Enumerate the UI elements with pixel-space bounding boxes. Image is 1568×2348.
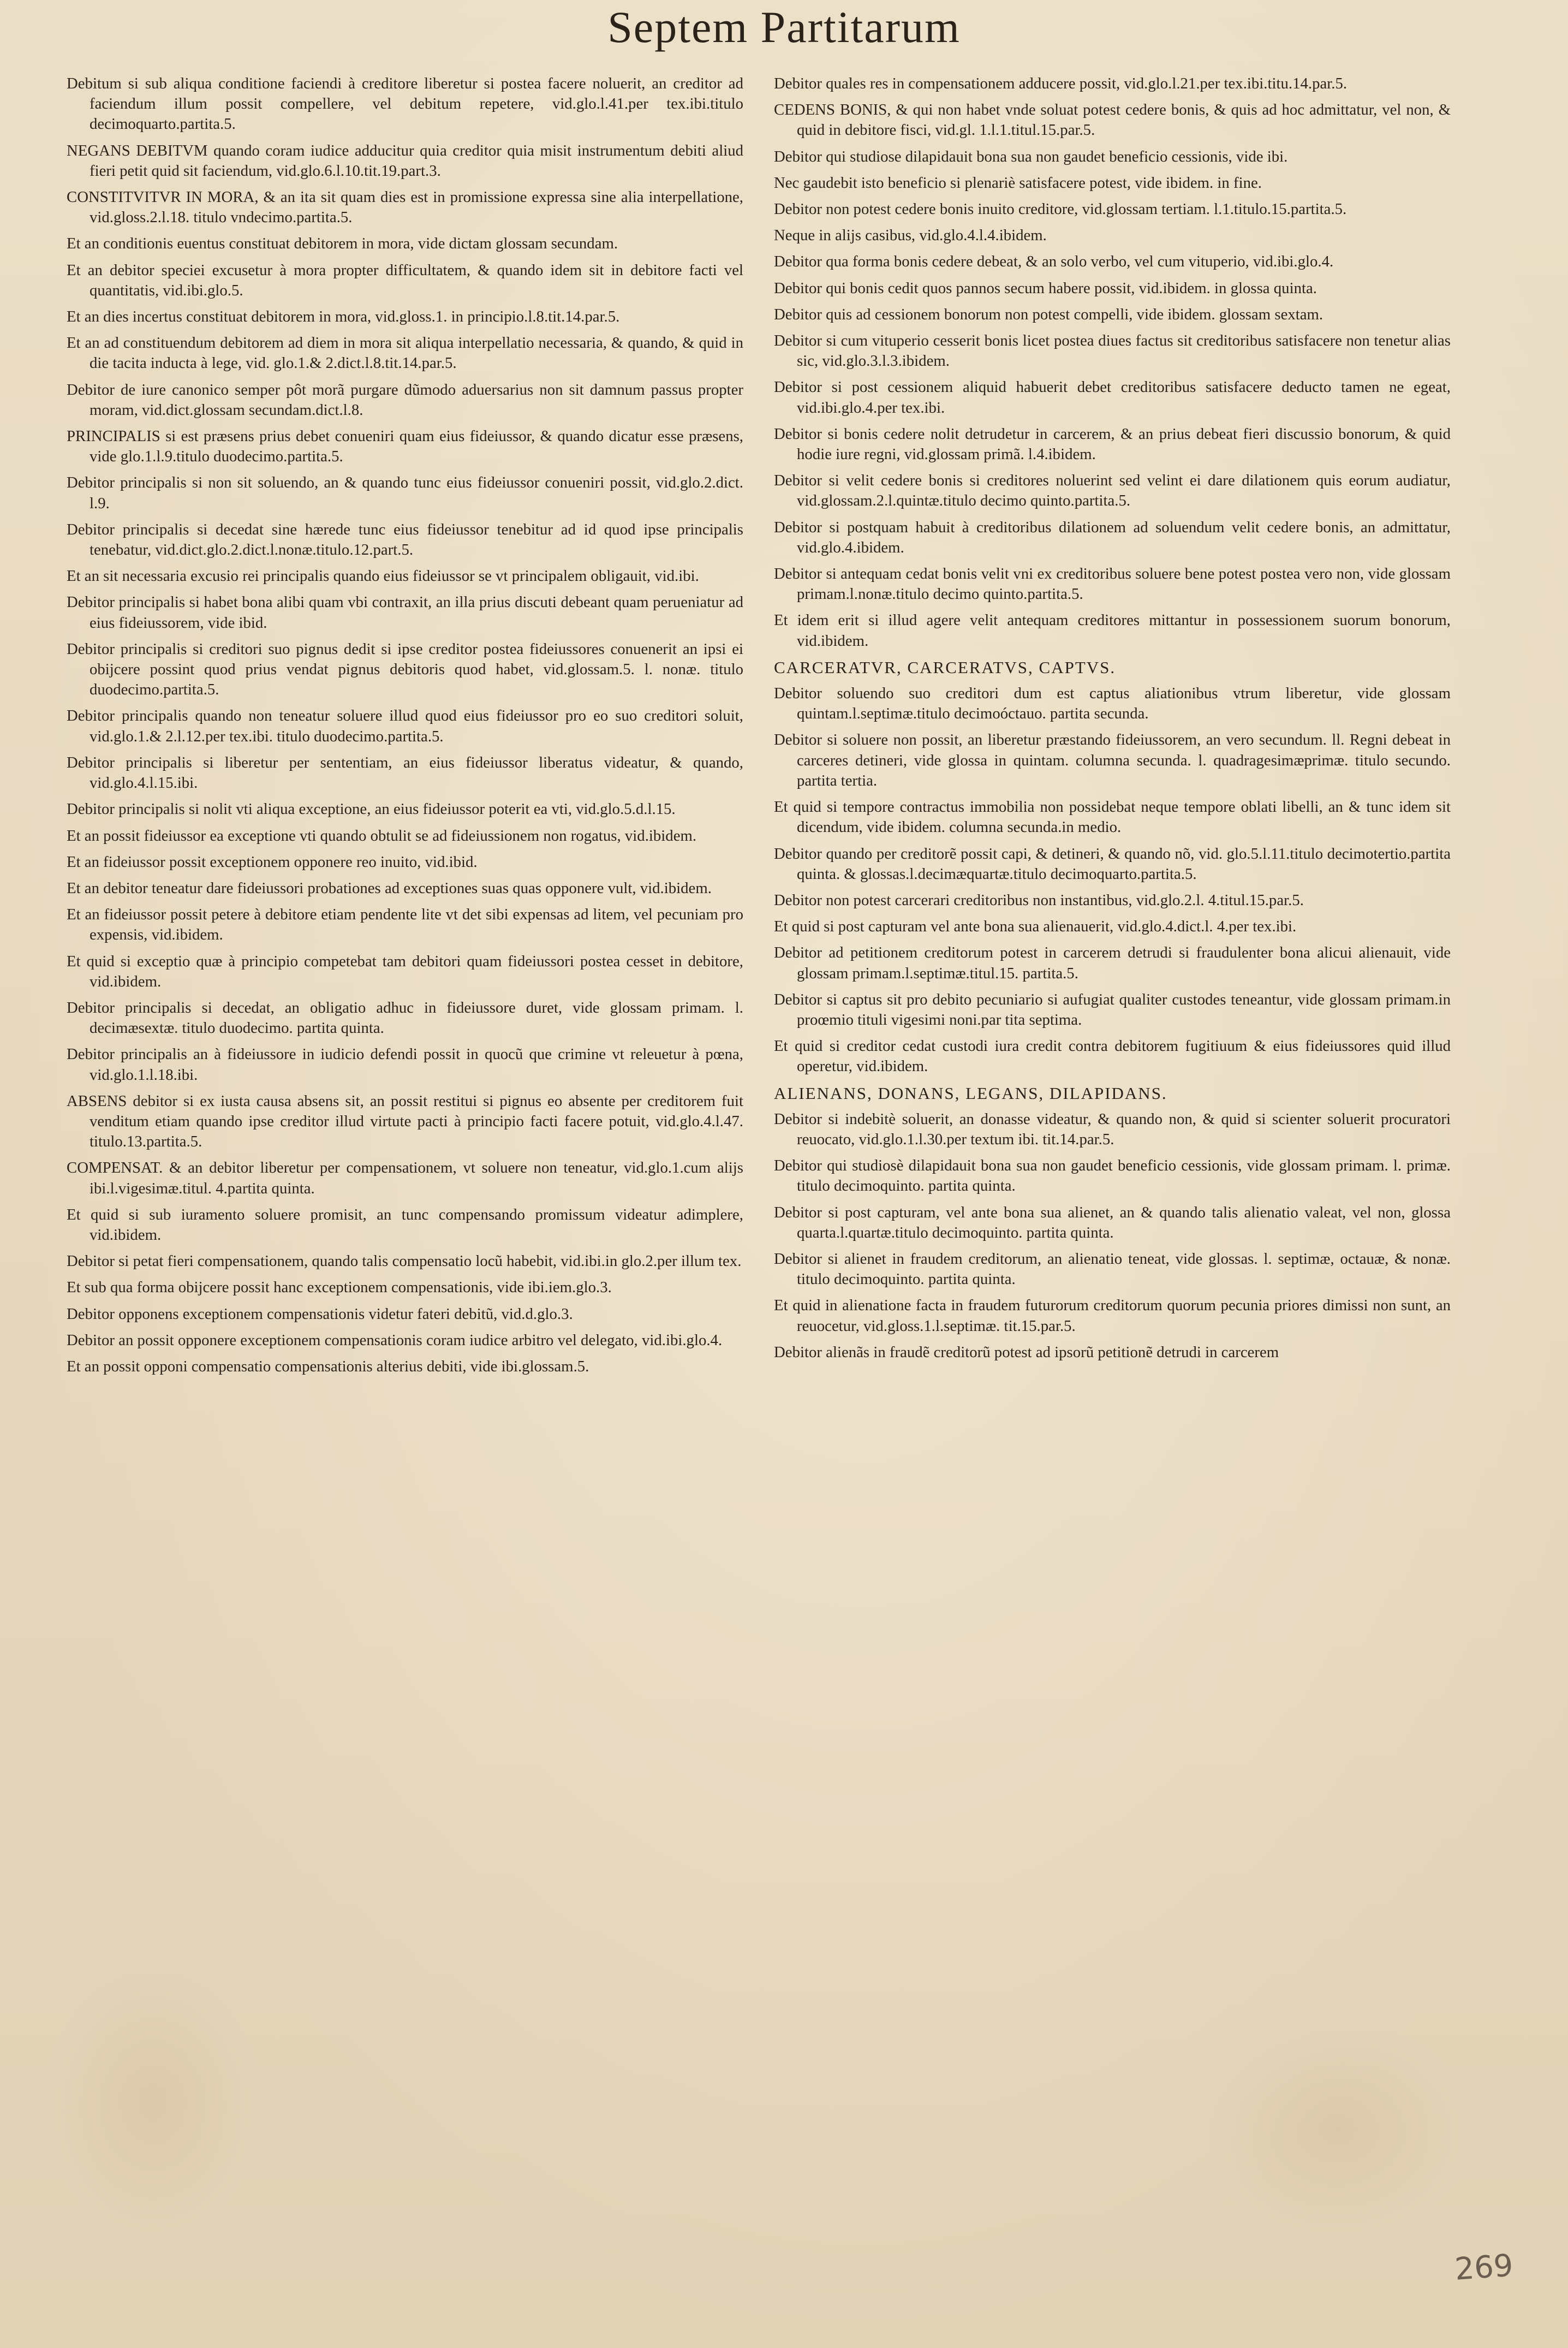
index-entry: Debitor soluendo suo creditori dum est captus aliationibus vtrum liberetur, vide glossam quintam.l.septimæ.titulo decimoóctauo. partita secunda. (774, 685, 1451, 723)
index-entry: Debitor an possit opponere exceptionem compensationis coram iudice arbitro vel delegato, vid.ibi.glo.4. (67, 1331, 723, 1349)
index-entry: Debitor principalis si decedat sine hærede tunc eius fideiussor tenebitur ad id quod ipse principalis tenebatur, vid.dict.glo.2.dict.l.nonæ.titulo.12.part.5. (67, 520, 743, 559)
index-entry: Debitor opponens exceptionem compensationis videtur fateri debitũ, vid.d.glo.3. (67, 1305, 573, 1323)
index-entry: Et an debitor speciei excusetur à mora propter difficultatem, & quando idem sit in debitore facti vel quantitatis, vid.ibi.glo.5. (67, 261, 743, 299)
index-entry: Et an conditionis euentus constituat debitorem in mora, vide dictam glossam secundam. (67, 235, 618, 253)
right-column (774, 74, 1451, 2186)
section-heading: CARCERATVR, CARCERATVS, CAPTVS. (774, 657, 1116, 677)
index-entry: Debitor ad petitionem creditorum potest in carcerem detrudi si fraudulenter bona alicui alienauit, vide glossam primam.l.septimæ.titul.15. partita.5. (774, 944, 1451, 982)
left-column (67, 74, 743, 2186)
index-entry: NEGANS DEBITVM quando coram iudice adducitur quia creditor quia misit instrumentum debiti aliud fieri petit quid sit faciendum, vid.glo.6.l.10.tit.19.part.3. (67, 141, 743, 180)
index-entry: Et an sit necessaria excusio rei principalis quando eius fideiussor se vt principalem obligauit, vid.ibi. (67, 567, 699, 585)
index-entry: Debitor principalis si habet bona alibi quam vbi contraxit, an illa prius discuti debeant quam perueniatur ad eius fideiussorem, vide ibid. (67, 593, 743, 632)
index-entry: Debitor si antequam cedat bonis velit vni ex creditoribus soluere bene potest postea vero non, vide glossam primam.l.nonæ.titulo decimo quinto.partita.5. (774, 565, 1451, 603)
index-entry: Debitor si petat fieri compensationem, quando talis compensatio locũ habebit, vid.ibi.in glo.2.per illum tex. (67, 1252, 742, 1270)
index-entry: Debitor principalis si non sit soluendo, an & quando tunc eius fideiussor conueniri possit, vid.glo.2.dict. l.9. (67, 474, 743, 512)
index-entry: Debitor quis ad cessionem bonorum non potest compelli, vide ibidem. glossam sextam. (774, 305, 1323, 323)
index-entry: Debitor qui studiose dilapidauit bona sua non gaudet beneficio cessionis, vide ibi. (774, 147, 1288, 165)
index-entry: Et sub qua forma obijcere possit hanc exceptionem compensationis, vide ibi.iem.glo.3. (67, 1279, 612, 1297)
index-entry: Debitor si post capturam, vel ante bona sua alienet, an & quando talis alienatio valeat, vel non, glossa quarta.l.quartæ.titulo decimoquinto. partita quinta. (774, 1203, 1451, 1241)
index-entry: Debitor principalis an à fideiussore in iudicio defendi possit in quocũ que crimine vt releuetur à pœna, vid.glo.1.l.18.ibi. (67, 1045, 743, 1084)
index-entry: Debitor de iure canonico semper pôt morã purgare dũmodo aduersarius non sit damnum passus propter moram, vid.dict.glossam secundam.dict.l.8. (67, 381, 743, 419)
index-entry: Et an fideiussor possit exceptionem opponere reo inuito, vid.ibid. (67, 853, 478, 871)
index-entry: Debitor principalis si decedat, an obligatio adhuc in fideiussore duret, vide glossam primam. l. decimæsextæ. titulo duodecimo. partita quinta. (67, 998, 743, 1037)
index-entry: PRINCIPALIS si est præsens prius debet conueniri quam eius fideiussor, & quando dicatur esse præsens, vide glo.1.l.9.titulo duodecimo.partita.5. (67, 427, 743, 466)
index-entry: Debitor qui bonis cedit quos pannos secum habere possit, vid.ibidem. in glossa quinta. (774, 279, 1317, 297)
index-entry: Debitor si soluere non possit, an liberetur præstando fideiussorem, an vero secundum. ll. Regni debeat in carceres detineri, vide glossa in quintam. columna secunda. l. quadragesimæprimæ. titulo secundo. partita tertia. (774, 731, 1451, 789)
running-header: Septem Partitarum (607, 2, 961, 52)
index-entry: Et idem erit si illud agere velit antequam creditores mittantur in possessionem suorum bonorum, vid.ibidem. (774, 611, 1451, 650)
index-entry: Et an debitor teneatur dare fideiussori probationes ad exceptiones suas quas opponere vult, vid.ibidem. (67, 879, 712, 897)
index-entry: Et an fideiussor possit petere à debitore etiam pendente lite vt det sibi expensas ad litem, vel pecuniam pro expensis, vid.ibidem. (67, 906, 743, 944)
index-entry: Et an possit opponi compensatio compensationis alterius debiti, vide ibi.glossam.5. (67, 1357, 589, 1375)
index-entry: Debitor qui studiosè dilapidauit bona sua non gaudet beneficio cessionis, vide glossam primam. l. primæ. titulo decimoquinto. partita quinta. (774, 1157, 1451, 1195)
index-entry: Debitor si alienet in fraudem creditorum, an alienatio teneat, vide glossas. l. septimæ, octauæ, & nonæ. titulo decimoquinto. partita quinta. (774, 1250, 1451, 1288)
index-entry: Debitor alienãs in fraudẽ creditorũ potest ad ipsorũ petitionẽ detrudi in carcerem (774, 1343, 1279, 1361)
index-entry: Debitum si sub aliqua conditione faciendi à creditore liberetur si postea facere noluerit, an creditor ad faciendum illum possit compellere, vel debitum repetere, vid.glo.l.41.per tex.ibi.titulo decimoquarto.partita.5. (67, 75, 743, 133)
index-entry: Et an dies incertus constituat debitorem in mora, vid.gloss.1. in principio.l.8.tit.14.par.5. (67, 308, 620, 326)
index-entry: Debitor si captus sit pro debito pecuniario si aufugiat qualiter custodes teneantur, vide glossam primam.in proœmio tituli vigesimi noni.par tita septima. (774, 990, 1451, 1029)
index-entry: Debitor principalis si nolit vti aliqua exceptione, an eius fideiussor poterit ea vti, vid.glo.5.d.l.15. (67, 800, 676, 818)
index-entry: Debitor quando per creditorẽ possit capi, & detineri, & quando nõ, vid. glo.5.l.11.titulo decimotertio.partita quinta. & glossas.l.decimæquartæ.titulo decimoquarto.partita.5. (774, 845, 1451, 883)
index-entry: Debitor si cum vituperio cesserit bonis licet postea diues factus sit creditoribus satisfacere non tenetur alias sic, vid.glo.3.l.3.ibidem. (774, 332, 1451, 370)
index-entry: Debitor principalis si creditori suo pignus dedit si ipse creditor postea fideiussores conuenerit an ipsi ei obijcere possint quod prius vendat pignus debitoris quod habet, vid.glossam.5. l. nonæ. titulo duodecimo.partita.5. (67, 640, 743, 699)
index-entry: COMPENSAT. & an debitor liberetur per compensationem, vt soluere non teneatur, vid.glo.1.cum alijs ibi.l.vigesimæ.titul. 4.partita quinta. (67, 1159, 743, 1197)
index-entry: Debitor non potest carcerari creditoribus non instantibus, vid.glo.2.l. 4.titul.15.par.5. (774, 891, 1304, 909)
index-entry: Debitor si bonis cedere nolit detrudetur in carcerem, & an prius debeat fieri discussio bonorum, & quid hodie iure regni, vid.glossam primã. l.4.ibidem. (774, 425, 1451, 463)
index-entry: ABSENS debitor si ex iusta causa absens sit, an possit restitui si pignus eo absente per creditorem fuit venditum etiam quando ipse creditor illud virtute pacti à principio facti facere potuit, vid.glo.4.l.47. titulo.13.partita.5. (67, 1092, 743, 1151)
index-entry: Et quid si sub iuramento soluere promisit, an tunc compensando promissum videatur adimplere, vid.ibidem. (67, 1205, 743, 1244)
index-entry: Debitor si indebitè soluerit, an donasse videatur, & quando non, & quid si scienter soluerit procuratori reuocato, vid.glo.1.l.30.per textum ibi. tit.14.par.5. (774, 1110, 1451, 1148)
index-entry: Nec gaudebit isto beneficio si plenariè satisfacere potest, vide ibidem. in fine. (774, 174, 1262, 192)
index-entry: Et an possit fideiussor ea exceptione vti quando obtulit se ad fideiussionem non rogatus, vid.ibidem. (67, 827, 697, 845)
section-heading: ALIENANS, DONANS, LEGANS, DILAPIDANS. (774, 1083, 1167, 1103)
index-entry: Debitor non potest cedere bonis inuito creditore, vid.glossam tertiam. l.1.titulo.15.partita.5. (774, 200, 1347, 218)
index-entry: Debitor principalis si liberetur per sententiam, an eius fideiussor liberatus videatur, & quando, vid.glo.4.l.15.ibi. (67, 753, 743, 792)
index-entry: Debitor si velit cedere bonis si creditores noluerint sed velint ei dare dilationem quis eorum audiatur, vid.glossam.2.l.quintæ.titulo decimo quinto.partita.5. (774, 472, 1451, 510)
index-entry: Et quid si exceptio quæ à principio competebat tam debitori quam fideiussori postea cesset in debitore, vid.ibidem. (67, 952, 743, 990)
index-entry: Debitor quales res in compensationem adducere possit, vid.glo.l.21.per tex.ibi.titu.14.par.5. (774, 75, 1348, 92)
index-entry: Debitor principalis quando non teneatur soluere illud quod eius fideiussor pro eo suo creditori soluit, vid.glo.1.& 2.l.12.per tex.ibi. titulo duodecimo.partita.5. (67, 707, 743, 745)
folio-number: 269 (1453, 2248, 1515, 2287)
index-entry: Et quid si post capturam vel ante bona sua alienauerit, vid.glo.4.dict.l. 4.per tex.ibi. (774, 918, 1297, 936)
index-entry: Et quid si creditor cedat custodi iura credit contra debitorem fugitiuum & eius fideiussores quid illud operetur, vid.ibidem. (774, 1037, 1451, 1075)
index-entry: CEDENS BONIS, & qui non habet vnde soluat potest cedere bonis, & quis ad hoc admittatur, vel non, & quid in debitore fisci, vid.gl. 1.l.1.titul.15.par.5. (774, 101, 1451, 139)
index-entry: Debitor qua forma bonis cedere debeat, & an solo verbo, vel cum vituperio, vid.ibi.glo.4. (774, 253, 1334, 271)
index-entry: Neque in alijs casibus, vid.glo.4.l.4.ibidem. (774, 227, 1047, 245)
index-entry: Debitor si postquam habuit à creditoribus dilationem ad soluendum velit cedere bonis, an admittatur, vid.glo.4.ibidem. (774, 518, 1451, 556)
index-entry: CONSTITVITVR IN MORA, & an ita sit quam dies est in promissione expressa sine alia interpellatione, vid.gloss.2.l.18. titulo vndecimo.partita.5. (67, 188, 743, 227)
index-entry: Et quid si tempore contractus immobilia non possidebat neque tempore oblati libelli, an & tunc idem sit dicendum, vide ibidem. columna secunda.in medio. (774, 798, 1451, 836)
index-entry: Debitor si post cessionem aliquid habuerit debet creditoribus satisfacere deducto tamen ne egeat, vid.ibi.glo.4.per tex.ibi. (774, 378, 1451, 417)
index-entry: Et quid in alienatione facta in fraudem futurorum creditorum quorum pecunia priores dimissi non sunt, an reuocetur, vid.gloss.1.l.septimæ. tit.15.par.5. (774, 1297, 1451, 1335)
index-entry: Et an ad constituendum debitorem ad diem in mora sit aliqua interpellatio necessaria, & quando, & quid in die tacita inducta à lege, vid. glo.1.& 2.dict.l.8.tit.14.par.5. (67, 334, 743, 372)
